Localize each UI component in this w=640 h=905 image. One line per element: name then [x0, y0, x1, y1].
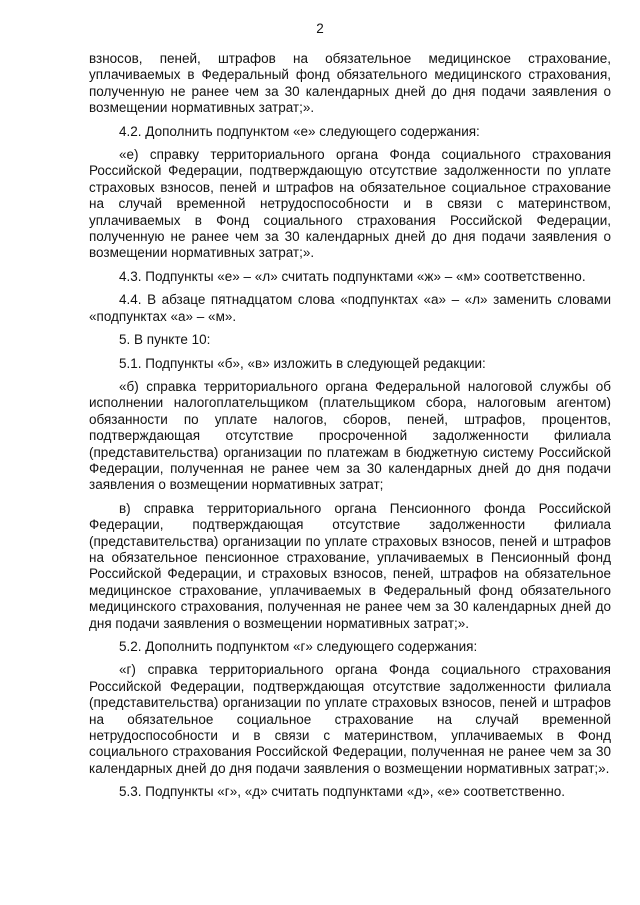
paragraph-item-4-2: 4.2. Дополнить подпунктом «е» следующего содержания: [119, 123, 480, 139]
paragraph-item-4-4: 4.4. В абзаце пятнадцатом слова «подпунктах «а» – «л» заменить словами «подпунктах «а» – «м». [89, 292, 611, 324]
paragraph-subitem-v: в) справка территориального органа Пенсионного фонда Российской Федерации, подтверждающая отсутствие задолженности филиала (представительства) организации по уплате страховых взносов, пеней и штрафов на обязательное пенсионное страхование, уплачиваемых в Пенсионный фонд Российской Федерации, и страховых взносов, пеней, штрафов на обязательное медицинское страхование, уплачиваемых в Федеральный фонд обязательного медицинского страхования, полученная не ранее чем за 30 календарных дней до дня подачи заявления о возмещении нормативных затрат;». [89, 500, 611, 631]
paragraph-subitem-b: «б) справка территориального органа Федеральной налоговой службы об исполнении налогоплательщиком (плательщиком сбора, налоговым агентом) обязанности по уплате налогов, сборов, пеней, штрафов, процентов, подтверждающая отсутствие просроченной задолженности филиала (представительства) организации по платежам в бюджетную систему Российской Федерации, полученная не ранее чем за 30 календарных дней до дня подачи заявления о возмещении нормативных затрат; [89, 378, 611, 493]
paragraph-continuation: взносов, пеней, штрафов на обязательное медицинское страхование, уплачиваемых в Федеральный фонд обязательного медицинского страхования, полученную не ранее чем за 30 календарных дней до дня подачи заявления о возмещении нормативных затрат;». [89, 51, 611, 116]
paragraph-subitem-e: «е) справку территориального органа Фонда социального страхования Российской Федерации, подтверждающую отсутствие задолженности по уплате страховых взносов, пеней и штрафов на обязательное социальное страхование на случай временной нетрудоспособности и в связи с материнством, уплачиваемых в Фонд социального страхования Российской Федерации, полученную не ранее чем за 30 календарных дней до дня подачи заявления о возмещении нормативных затрат;». [89, 147, 611, 261]
paragraph-subitem-g: «г) справка территориального органа Фонда социального страхования Российской Федерации, подтверждающая отсутствие задолженности филиала (представительства) организации по уплате страховых взносов, пеней и штрафов на обязательное социальное страхование на случай временной нетрудоспособности и в связи с материнством, уплачиваемых в Фонд социального страхования Российской Федерации, полученная не ранее чем за 30 календарных дней до дня подачи заявления о возмещении нормативных затрат;». [89, 662, 611, 776]
paragraph-item-5-2: 5.2. Дополнить подпунктом «г» следующего содержания: [119, 639, 478, 654]
paragraph-item-5-1: 5.1. Подпункты «б», «в» изложить в следующей редакции: [119, 355, 486, 371]
paragraph-item-5-3: 5.3. Подпункты «г», «д» считать подпунктами «д», «е» соответственно. [119, 784, 566, 800]
paragraph-item-4-3: 4.3. Подпункты «е» – «л» считать подпунктами «ж» – «м» соответственно. [119, 268, 586, 284]
page-number: 2 [316, 21, 324, 36]
paragraph-item-5: 5. В пункте 10: [119, 332, 211, 348]
document-body [89, 51, 611, 808]
